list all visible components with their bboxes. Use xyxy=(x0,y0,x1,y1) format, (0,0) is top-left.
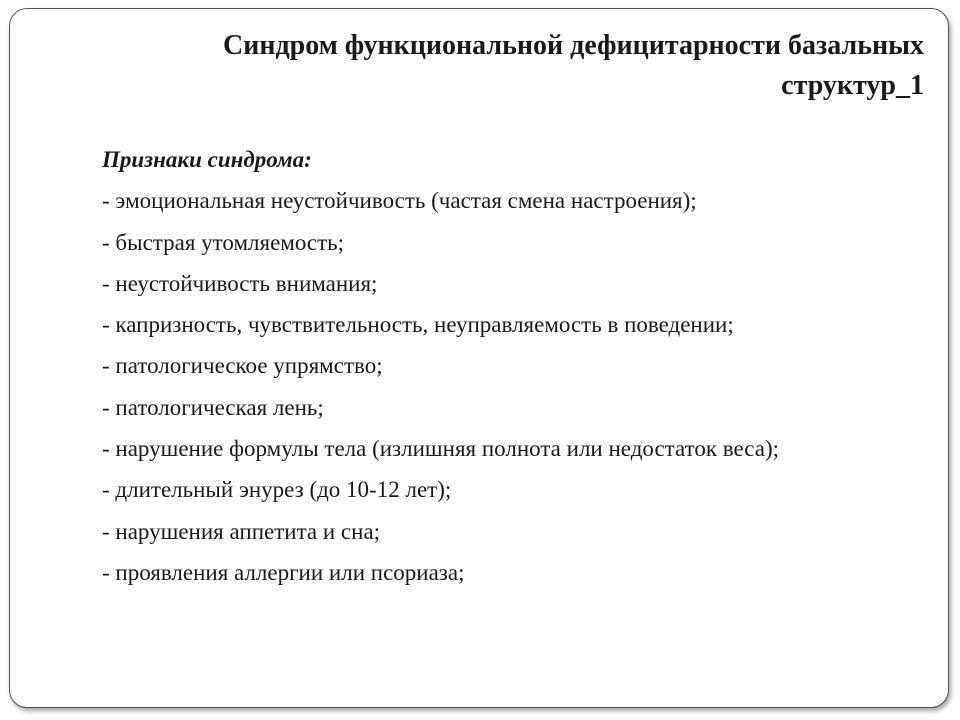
list-item: - длительный энурез (до 10-12 лет); xyxy=(102,477,452,503)
signs-subtitle: Признаки синдрома: xyxy=(102,147,312,172)
list-item: - патологическая лень; xyxy=(102,394,324,420)
slide-title-line-1: Синдром функциональной дефицитарности базальных xyxy=(223,30,924,61)
list-item: - проявления аллергии или псориаза; xyxy=(102,559,465,585)
list-item: - патологическое упрямство; xyxy=(102,353,383,379)
list-item: - неустойчивость внимания; xyxy=(102,270,378,296)
slide-title-line-2: структур_1 xyxy=(781,70,924,101)
slide-body xyxy=(58,139,918,593)
list-item: - быстрая утомляемость; xyxy=(102,229,345,255)
list-item: - капризность, чувствительность, неуправляемость в поведении; xyxy=(102,312,734,338)
slide-title xyxy=(104,26,924,106)
list-item: - нарушения аппетита и сна; xyxy=(102,518,381,544)
list-item: - нарушение формулы тела (излишняя полнота или недостаток веса); xyxy=(102,436,780,462)
list-item: - эмоциональная неустойчивость (частая смена настроения); xyxy=(102,188,697,214)
